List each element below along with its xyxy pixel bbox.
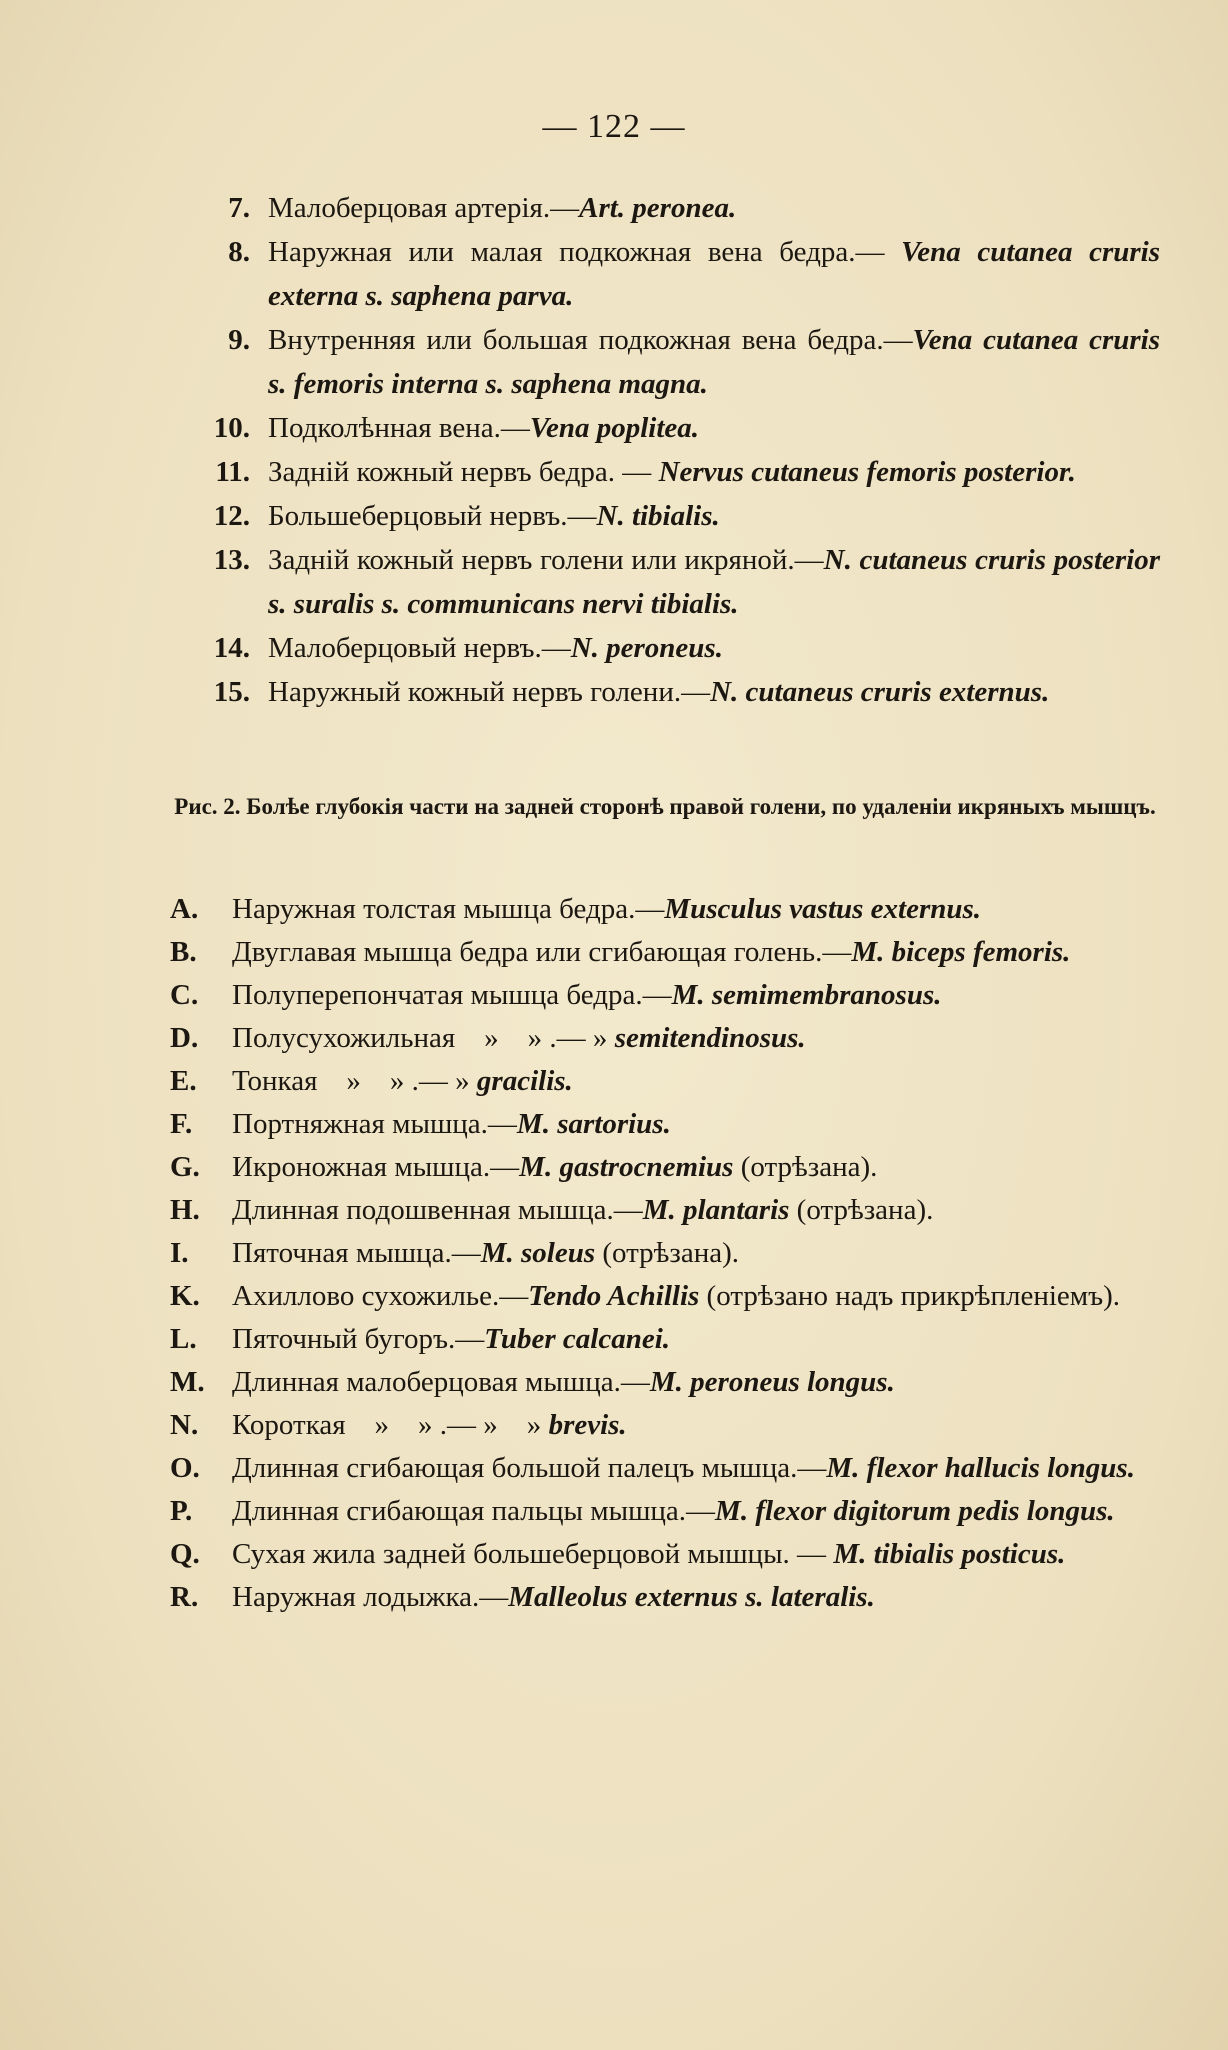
item-letter: F.	[170, 1108, 193, 1140]
item-text	[232, 1404, 1160, 1447]
list-item	[180, 450, 1160, 494]
list-item	[170, 931, 1160, 974]
item-russian: Задній кожный нервъ бедра. —	[268, 456, 659, 488]
list-item	[180, 538, 1160, 626]
item-letter: B.	[170, 936, 197, 968]
item-latin: Musculus vastus externus.	[664, 893, 982, 925]
item-text	[232, 1533, 1160, 1576]
item-russian: Портняжная мышца.—	[232, 1108, 517, 1140]
item-text	[232, 1060, 1160, 1103]
item-russian: Большеберцовый нервъ.—	[268, 500, 597, 532]
list-item	[170, 1189, 1160, 1232]
item-number: 11.	[215, 456, 250, 488]
item-latin: Vena cutanea cruris s. femoris interna s. saphena magna.	[268, 324, 1160, 400]
item-text	[268, 450, 1160, 494]
item-russian: Внутренняя или большая подкожная вена бедра.—	[268, 324, 913, 356]
item-letter: C.	[170, 979, 199, 1011]
list-item	[180, 670, 1160, 714]
list-item	[180, 186, 1160, 230]
item-russian: Пяточная мышца.—	[232, 1237, 481, 1269]
list-item	[180, 494, 1160, 538]
item-text	[268, 670, 1160, 714]
legend-list-fig2	[170, 888, 1160, 1619]
item-letter: E.	[170, 1065, 197, 1097]
item-letter: G.	[170, 1151, 200, 1183]
list-item	[170, 1361, 1160, 1404]
list-item	[170, 1275, 1160, 1318]
list-item	[170, 1146, 1160, 1189]
item-letter: P.	[170, 1495, 193, 1527]
item-letter: N.	[170, 1409, 199, 1441]
item-text	[268, 318, 1160, 406]
item-latin: gracilis.	[476, 1065, 573, 1097]
item-russian: Длинная сгибающая большой палецъ мышца.—	[232, 1452, 827, 1484]
item-latin: Tendo Achillis	[528, 1280, 700, 1312]
item-latin: Vena cutanea cruris externa s. saphena parva.	[268, 236, 1160, 312]
list-item	[170, 1533, 1160, 1576]
item-latin: M. biceps femoris.	[851, 936, 1071, 968]
list-item	[170, 1232, 1160, 1275]
item-text	[268, 494, 1160, 538]
item-text	[232, 1189, 1160, 1232]
item-text	[232, 1361, 1160, 1404]
item-latin: N. peroneus.	[570, 632, 723, 664]
item-latin: M. plantaris	[642, 1194, 790, 1226]
item-russian: Короткая » » .— » »	[232, 1409, 549, 1441]
list-item	[170, 1490, 1160, 1533]
item-text	[268, 538, 1160, 626]
list-item	[170, 1447, 1160, 1490]
item-latin: N. cutaneus cruris posterior s. suralis s. communicans nervi tibialis.	[268, 544, 1161, 620]
item-letter: D.	[170, 1022, 199, 1054]
item-number: 7.	[228, 192, 250, 224]
item-text	[232, 1017, 1160, 1060]
item-russian: Задній кожный нервъ голени или икряной.—	[268, 544, 824, 576]
item-latin: M. sartorius.	[516, 1108, 671, 1140]
list-item	[170, 974, 1160, 1017]
item-letter: Q.	[170, 1538, 200, 1570]
item-text	[232, 1103, 1160, 1146]
item-number: 10.	[213, 412, 250, 444]
item-text	[232, 1447, 1160, 1490]
item-russian: Ахиллово сухожилье.—	[232, 1280, 529, 1312]
item-latin: M. peroneus longus.	[649, 1366, 895, 1398]
item-letter: M.	[170, 1366, 205, 1398]
item-latin: M. flexor digitorum pedis longus.	[715, 1495, 1115, 1527]
item-text	[268, 406, 1160, 450]
item-russian: Наружный кожный нервъ голени.—	[268, 676, 711, 708]
item-russian: Длинная подошвенная мышца.—	[232, 1194, 643, 1226]
list-item	[170, 1318, 1160, 1361]
item-text	[268, 186, 1160, 230]
item-number: 8.	[228, 236, 250, 268]
item-number: 13.	[213, 544, 250, 576]
item-latin: brevis.	[548, 1409, 627, 1441]
item-latin: M. flexor hallucis longus.	[826, 1452, 1135, 1484]
item-russian: Полуперепончатая мышца бедра.—	[232, 979, 672, 1011]
item-text	[232, 1275, 1160, 1318]
item-latin: Malleolus externus s. lateralis.	[508, 1581, 875, 1613]
item-letter: L.	[170, 1323, 197, 1355]
list-item	[170, 1060, 1160, 1103]
item-latin: M. semimembranosus.	[671, 979, 942, 1011]
item-text	[232, 1318, 1160, 1361]
legend-list-fig1	[180, 186, 1160, 714]
item-text	[232, 1576, 1160, 1619]
item-note: (отрѣзано надъ прикрѣпленіемъ).	[699, 1280, 1121, 1312]
item-russian: Полусухожильная » » .— »	[232, 1022, 615, 1054]
item-latin: M. gastrocnemius	[519, 1151, 734, 1183]
item-letter: I.	[170, 1237, 189, 1269]
item-latin: Art. peronea.	[579, 192, 737, 224]
item-latin: Tuber calcanei.	[484, 1323, 671, 1355]
item-number: 14.	[213, 632, 250, 664]
item-russian: Тонкая » » .— »	[232, 1065, 477, 1097]
item-letter: K.	[170, 1280, 200, 1312]
item-latin: N. tibialis.	[596, 500, 720, 532]
item-letter: O.	[170, 1452, 200, 1484]
item-russian: Малоберцовая артерія.—	[268, 192, 580, 224]
item-text	[268, 230, 1160, 318]
item-number: 9.	[228, 324, 250, 356]
item-text	[232, 1490, 1160, 1533]
item-russian: Наружная толстая мышца бедра.—	[232, 893, 665, 925]
item-latin: semitendinosus.	[614, 1022, 806, 1054]
item-latin: Nervus cutaneus femoris posterior.	[658, 456, 1076, 488]
item-text	[232, 931, 1160, 974]
figure-caption: Рис. 2. Болѣе глубокія части на задней сторонѣ правой голени, по удаленіи икряныхъ мышцъ.	[174, 794, 1156, 819]
item-note: (отрѣзана).	[595, 1237, 740, 1269]
list-item	[170, 1017, 1160, 1060]
item-latin: N. cutaneus cruris externus.	[710, 676, 1050, 708]
list-item	[180, 230, 1160, 318]
item-letter: R.	[170, 1581, 199, 1613]
list-item	[170, 1576, 1160, 1619]
item-text	[268, 626, 1160, 670]
list-item	[180, 626, 1160, 670]
item-russian: Наружная или малая подкожная вена бедра.—	[268, 236, 902, 268]
list-item	[180, 406, 1160, 450]
item-number: 12.	[213, 500, 250, 532]
item-text	[232, 1146, 1160, 1189]
list-item	[170, 1404, 1160, 1447]
item-russian: Длинная малоберцовая мышца.—	[232, 1366, 650, 1398]
list-item	[180, 318, 1160, 406]
item-russian: Икроножная мышца.—	[232, 1151, 520, 1183]
page-number: — 122 —	[542, 108, 686, 145]
item-note: (отрѣзана).	[733, 1151, 878, 1183]
item-note: (отрѣзана).	[789, 1194, 934, 1226]
item-russian: Наружная лодыжка.—	[232, 1581, 509, 1613]
item-russian: Длинная сгибающая пальцы мышца.—	[232, 1495, 716, 1527]
item-text	[232, 888, 1160, 931]
item-text	[232, 974, 1160, 1017]
list-item	[170, 888, 1160, 931]
item-letter: H.	[170, 1194, 200, 1226]
item-latin: M. soleus	[480, 1237, 596, 1269]
item-russian: Малоберцовый нервъ.—	[268, 632, 571, 664]
item-russian: Сухая жила задней большеберцовой мышцы. —	[232, 1538, 834, 1570]
item-letter: A.	[170, 893, 199, 925]
item-latin: M. tibialis posticus.	[833, 1538, 1066, 1570]
item-russian: Двуглавая мышца бедра или сгибающая голень.—	[232, 936, 852, 968]
item-number: 15.	[213, 676, 250, 708]
item-text	[232, 1232, 1160, 1275]
item-russian: Подколѣнная вена.—	[268, 412, 530, 444]
item-russian: Пяточный бугоръ.—	[232, 1323, 485, 1355]
list-item	[170, 1103, 1160, 1146]
item-latin: Vena poplitea.	[529, 412, 700, 444]
